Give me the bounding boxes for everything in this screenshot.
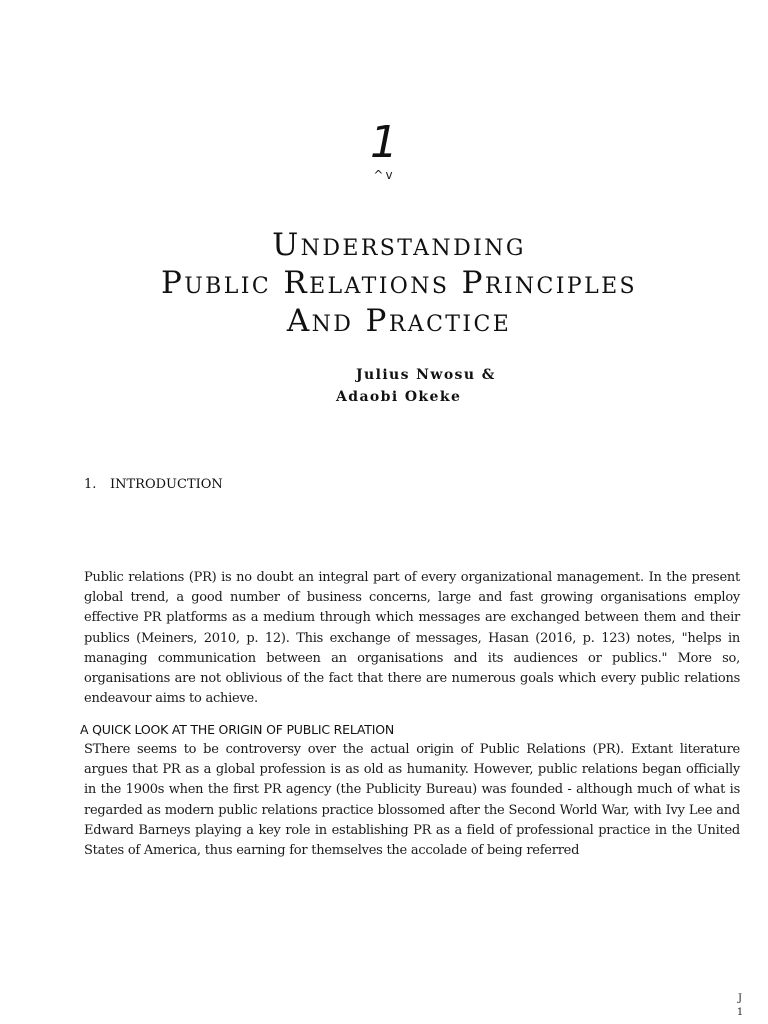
chapter-number: 1	[370, 117, 398, 168]
page-number: 1	[736, 1007, 744, 1018]
authors	[336, 364, 496, 408]
section-number: 1.	[84, 477, 97, 492]
section-title: INTRODUCTION	[110, 477, 223, 492]
origin-paragraph: SThere seems to be controversy over the actual origin of Public Relations (PR). Extant literature argues that PR as a global profession is as old as humanity. However, public relations began officially in the 1900s when the first PR agency (the Publicity Bureau) was founded - although much of what is regarded as modern public relations practice blossomed after the Second World War, with Ivy Lee and Edward Barneys playing a key role in establishing PR as a field of professional practice in the United States of America, thus earning for themselves the accolade of being referred	[84, 742, 740, 859]
intro-paragraph: Public relations (PR) is no doubt an integral part of every organizational management. In the present global trend, a good number of business concerns, large and fast growing organisations employ effective PR platforms as a medium through which messages are exchanged between them and their publics (Meiners, 2010, p. 12). This exchange of messages, Hasan (2016, p. 123) notes, "helps in managing communication between an organisations and its audiences or publics." More so, organisations are not oblivious of the fact that there are numerous goals which every public relations endeavour aims to achieve.	[84, 570, 740, 707]
chapter-title-line-1: Understanding	[272, 227, 526, 263]
chapter-title	[0, 226, 768, 340]
author-2: Adaobi Okeke	[336, 389, 462, 405]
page-footer	[730, 992, 750, 1020]
chapter-title-line-3: And Practice	[286, 303, 512, 339]
author-1: Julius Nwosu &	[356, 367, 496, 383]
chapter-mark: ^v	[373, 168, 395, 182]
section-heading	[84, 477, 223, 492]
origin-subheading: A QUICK LOOK AT THE ORIGIN OF PUBLIC RELATION	[80, 722, 395, 737]
chapter-title-line-2: Public Relations Principles	[160, 265, 638, 301]
footer-mark: J	[737, 993, 742, 1004]
